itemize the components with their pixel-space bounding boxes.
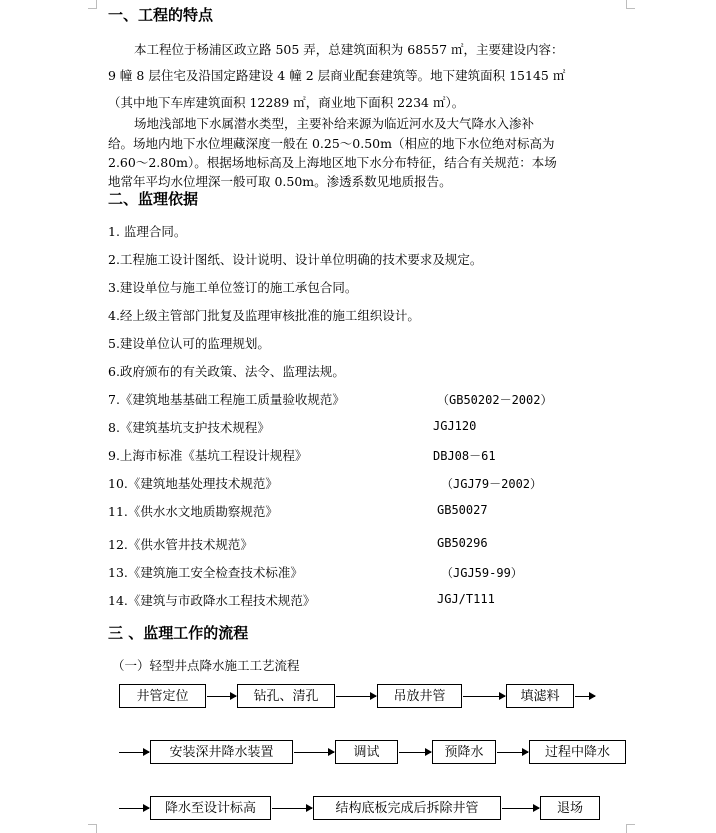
basis-item-13-code: （JGJ59-99） (441, 566, 523, 580)
section1-title: 一、工程的特点 (108, 6, 214, 24)
corner-mark-bottom-left (88, 824, 97, 833)
flow-arrow (463, 696, 505, 697)
basis-item-14-code: JGJ/T111 (437, 592, 495, 606)
basis-item-13: 13.《建筑施工安全检查技术标准》 (108, 565, 303, 580)
basis-item-14: 14.《建筑与市政降水工程技术规范》 (108, 593, 316, 608)
basis-item-9: 9.上海市标准《基坑工程设计规程》 (108, 448, 308, 463)
flow-arrow (119, 808, 149, 809)
section1-para2-line3: 2.60～2.80m）。根据场地标高及上海地区地下水分布特征，结合有关规范：本场 (108, 155, 557, 170)
basis-item-1: 1. 监理合同。 (108, 224, 187, 239)
section1-para2-line1: 场地浅部地下水属潜水类型，主要补给来源为临近河水及大气降水入渗补 (134, 116, 535, 131)
section1-para1-line3: （其中地下车库建筑面积 12289 ㎡，商业地下面积 2234 ㎡）。 (108, 95, 465, 110)
basis-item-12-code: GB50296 (437, 536, 488, 550)
section1-para1-line2: 9 幢 8 层住宅及沿国定路建设 4 幢 2 层商业配套建筑等。地下建筑面积 15145 ㎡ (108, 68, 566, 83)
basis-item-11: 11.《供水水文地质勘察规范》 (108, 504, 278, 519)
flow-arrow (272, 808, 312, 809)
basis-item-4: 4.经上级主管部门批复及监理审核批准的施工组织设计。 (108, 308, 420, 323)
basis-item-12: 12.《供水管井技术规范》 (108, 537, 253, 552)
flow-step-exit-site: 退场 (540, 796, 600, 820)
flow-step-pre-dewatering: 预降水 (432, 740, 496, 764)
corner-mark-top-right (626, 0, 635, 9)
basis-item-3: 3.建设单位与施工单位签订的施工承包合同。 (108, 280, 358, 295)
basis-item-7-code: （GB50202－2002） (437, 393, 553, 407)
flow-arrow (575, 696, 595, 697)
flow-step-process-dewatering: 过程中降水 (529, 740, 626, 764)
section2-title: 二、监理依据 (108, 190, 199, 208)
basis-item-2: 2.工程施工设计图纸、设计说明、设计单位明确的技术要求及规定。 (108, 252, 483, 267)
flow-step-remove-pipes: 结构底板完成后拆除井管 (313, 796, 501, 820)
basis-item-11-code: GB50027 (437, 503, 488, 517)
flow-arrow (497, 752, 528, 753)
basis-item-8: 8.《建筑基坑支护技术规程》 (108, 420, 270, 435)
basis-item-10-code: （JGJ79－2002） (441, 477, 543, 491)
flow-step-reach-design-level: 降水至设计标高 (150, 796, 271, 820)
flow-step-drilling: 钻孔、清孔 (237, 684, 335, 708)
section3-subtitle: （一）轻型井点降水施工工艺流程 (112, 658, 300, 673)
flow-step-debug: 调试 (335, 740, 398, 764)
flow-step-install-dewatering: 安装深井降水装置 (150, 740, 293, 764)
flow-step-lower-pipe: 吊放井管 (377, 684, 462, 708)
basis-item-7: 7.《建筑地基基础工程施工质量验收规范》 (108, 392, 345, 407)
flow-arrow (399, 752, 431, 753)
flow-arrow (502, 808, 539, 809)
section3-title: 三 、监理工作的流程 (108, 624, 249, 642)
basis-item-8-code: JGJ120 (433, 419, 477, 433)
flow-step-well-positioning: 井管定位 (119, 684, 206, 708)
section1-para2-line2: 给。场地内地下水位埋藏深度一般在 0.25～0.50m（相应的地下水位绝对标高为 (108, 136, 555, 151)
basis-item-10: 10.《建筑地基处理技术规范》 (108, 476, 278, 491)
basis-item-5: 5.建设单位认可的监理规划。 (108, 336, 270, 351)
flow-arrow (119, 752, 149, 753)
flow-arrow (294, 752, 334, 753)
corner-mark-top-left (88, 0, 97, 9)
basis-item-9-code: DBJ08－61 (433, 449, 496, 463)
flow-step-fill-filter: 填滤料 (506, 684, 574, 708)
flow-arrow (336, 696, 376, 697)
corner-mark-bottom-right (626, 824, 635, 833)
basis-item-6: 6.政府颁布的有关政策、法令、监理法规。 (108, 364, 345, 379)
section1-para2-line4: 地常年平均水位埋深一般可取 0.50m。渗透系数见地质报告。 (108, 174, 452, 189)
section1-para1-line1: 本工程位于杨浦区政立路 505 弄，总建筑面积为 68557 ㎡，主要建设内容： (134, 42, 564, 57)
flow-arrow (207, 696, 236, 697)
